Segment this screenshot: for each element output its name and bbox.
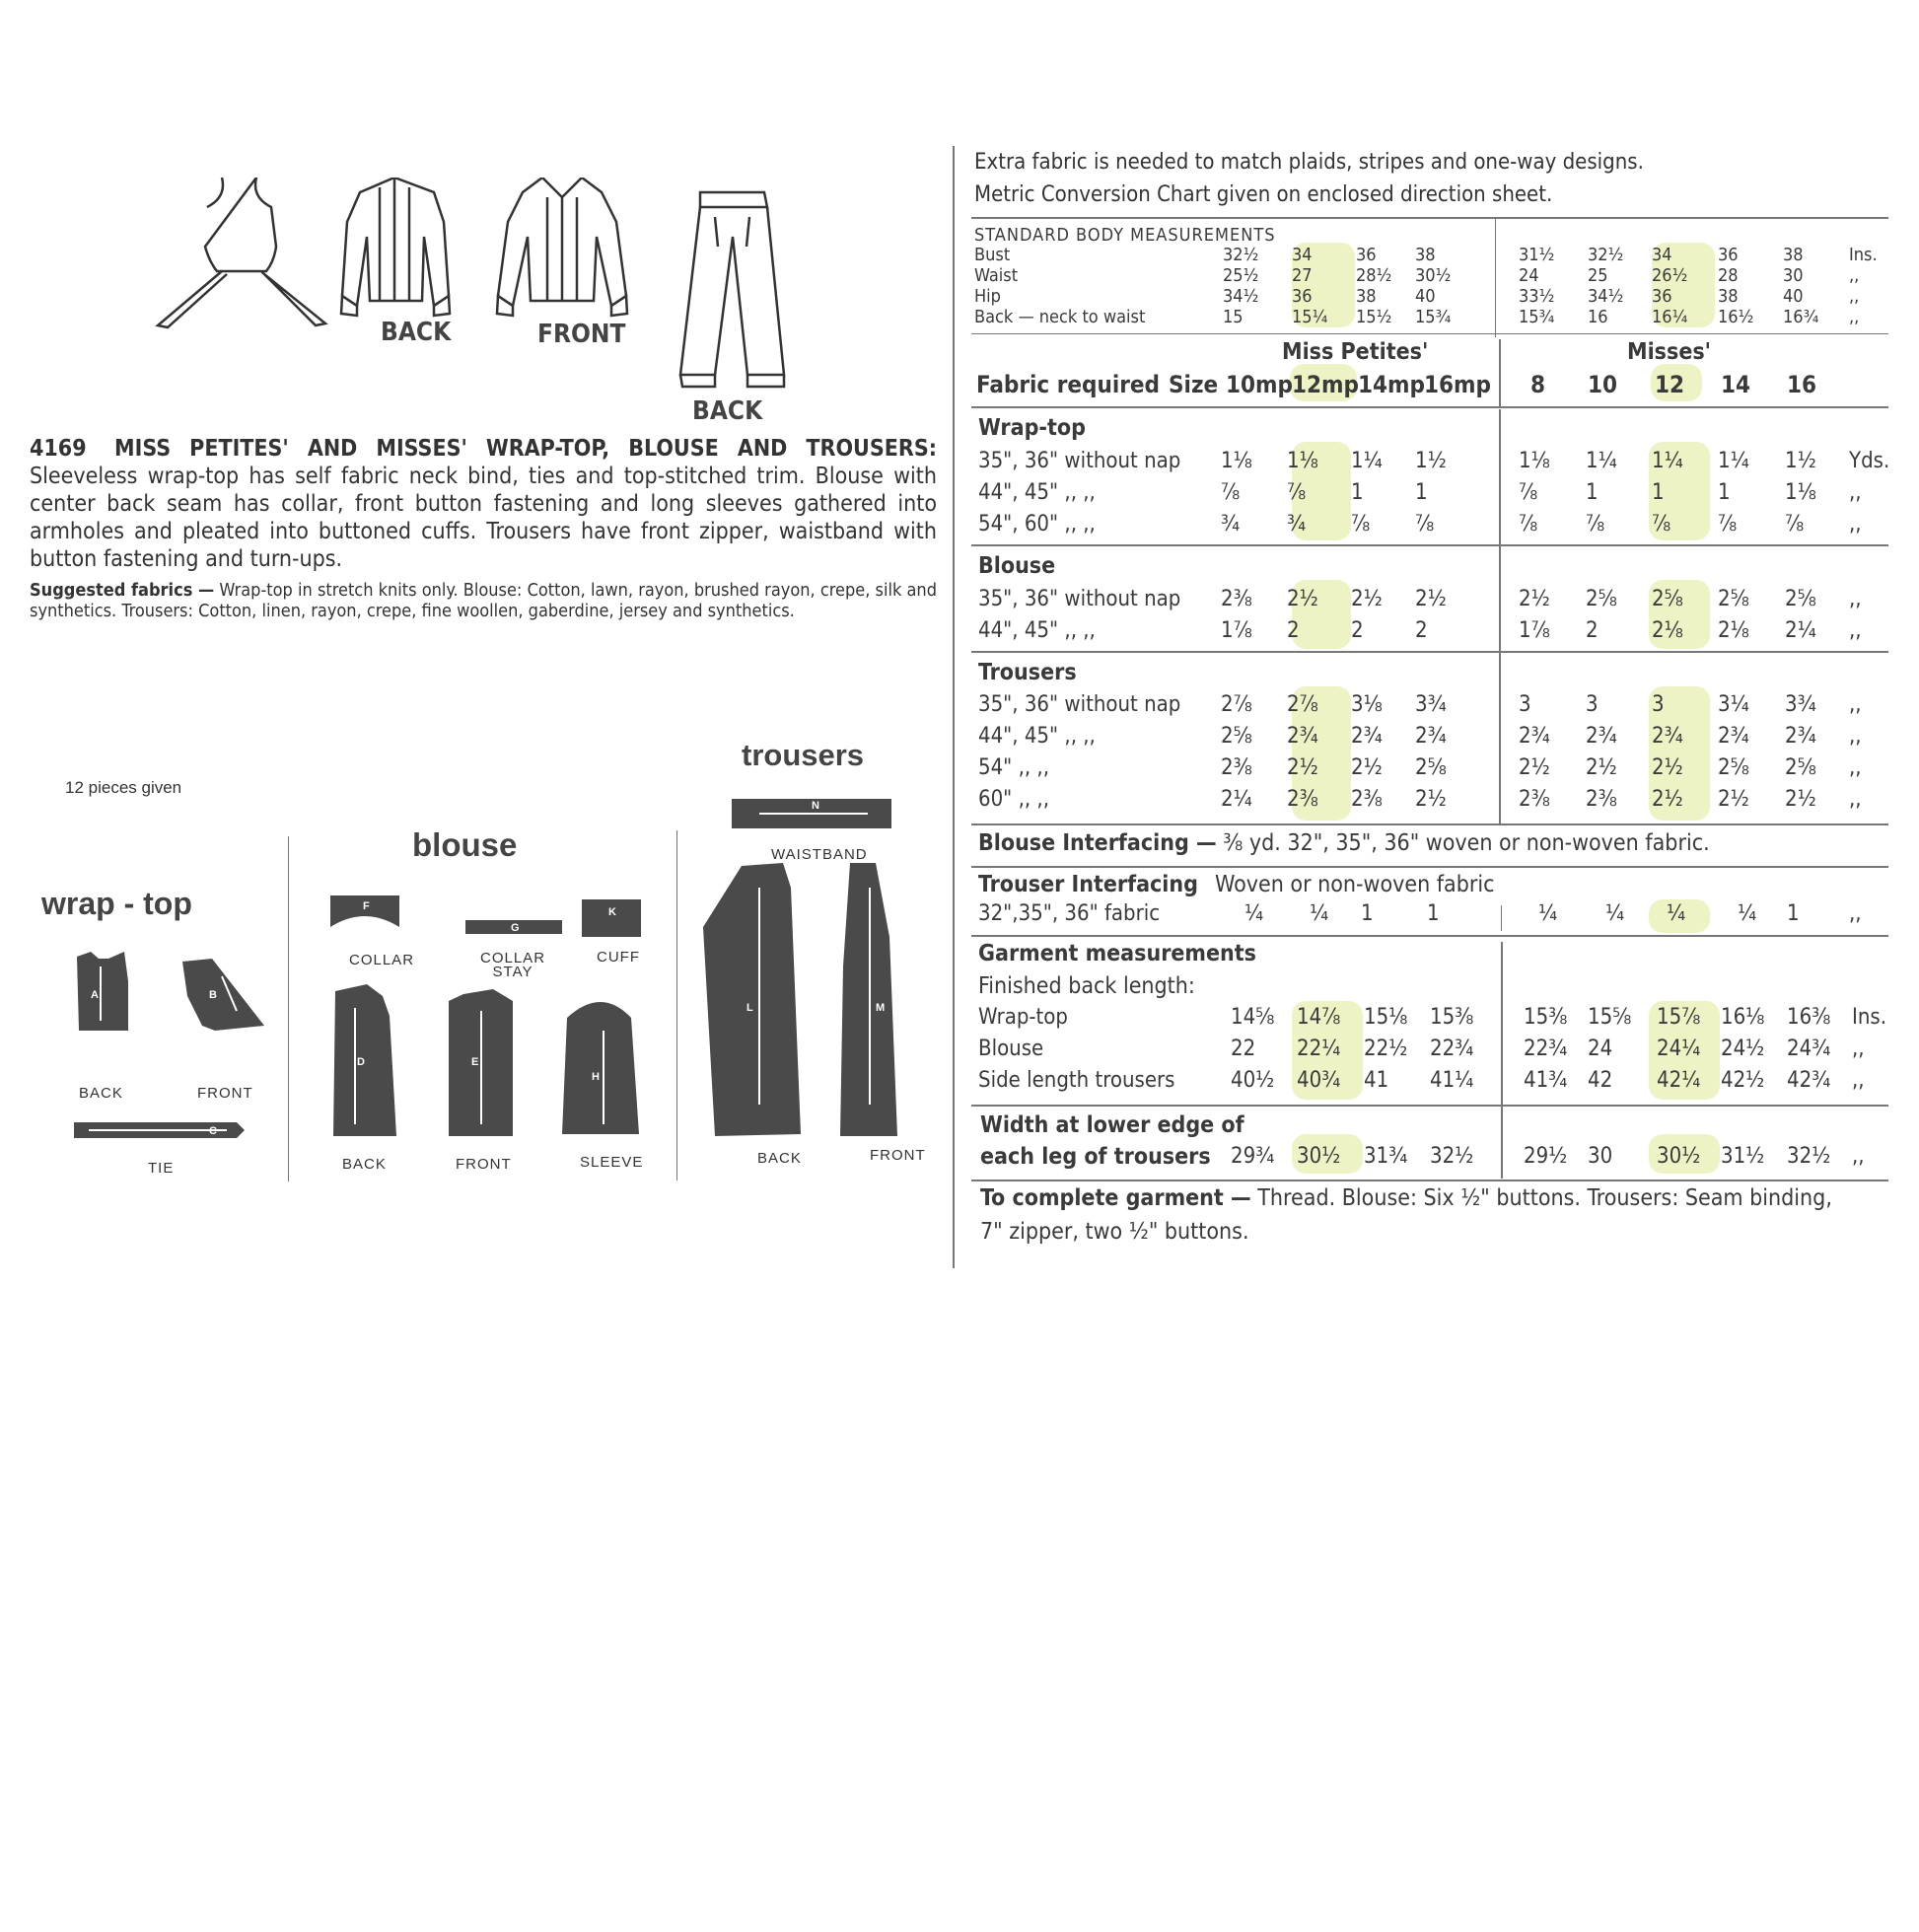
cell-petite: 38 (1415, 245, 1436, 265)
waistband-label: WAISTBAND (771, 846, 868, 863)
cell-misses: 2½ (1652, 787, 1683, 812)
cell-misses: 16½ (1718, 307, 1754, 327)
finished-back-length: Finished back length: (978, 973, 1195, 999)
cell-misses: 15⅜ (1524, 1005, 1568, 1030)
cell-misses: 40 (1783, 286, 1804, 307)
cell-misses: 32½ (1588, 245, 1624, 265)
cell-petite: 2½ (1351, 755, 1383, 780)
cell-misses: 2¼ (1785, 618, 1816, 643)
trousers-row (0, 787, 1919, 817)
blouse-row (0, 587, 1919, 616)
cell-petite: ¾ (1287, 512, 1307, 537)
cell-petite: 2⅜ (1221, 755, 1252, 780)
to-complete-label: To complete garment — (980, 1185, 1251, 1211)
interfacing-row (0, 901, 1919, 931)
wrap-row (0, 480, 1919, 510)
trousers-row (0, 755, 1919, 785)
cell-unit: Yds. (1849, 449, 1890, 473)
cell-petite: 2¼ (1221, 787, 1252, 812)
fabric-divider (1499, 409, 1501, 823)
cell-petite: 32½ (1430, 1144, 1474, 1169)
wrap-row (0, 449, 1919, 478)
garment-title: Garment measurements (978, 941, 1256, 966)
blouse-interfacing-label: Blouse Interfacing — (978, 830, 1217, 856)
pattern-number: 4169 (30, 436, 87, 462)
cell-unit: ,, (1849, 512, 1862, 537)
cell-misses: 31½ (1519, 245, 1555, 265)
cell-misses: 34 (1652, 245, 1672, 265)
note-metric: Metric Conversion Chart given on enclosed direction sheet. (974, 182, 1553, 207)
size-petite: 16mp (1424, 371, 1492, 398)
cell-petite: 1½ (1415, 449, 1447, 473)
cell-misses: 2⅝ (1586, 587, 1617, 611)
note-plaids: Extra fabric is needed to match plaids, stripes and one-way designs. (974, 150, 1644, 175)
to-complete (980, 1185, 1832, 1211)
cell-misses: 2⅝ (1718, 587, 1749, 611)
cell-misses: 2½ (1652, 755, 1683, 780)
cell-misses: 2 (1586, 618, 1599, 643)
trousers-row (0, 724, 1919, 753)
size-misses: 14 (1721, 371, 1751, 398)
cell-misses: ⅞ (1718, 512, 1738, 537)
piece-letter-l: L (746, 1002, 753, 1014)
cell-misses: 2⅛ (1718, 618, 1749, 643)
size-misses: 12 (1655, 371, 1685, 398)
row-label: Back — neck to waist (974, 307, 1146, 327)
trousers-heading: trousers (742, 738, 865, 772)
cell-misses: 1½ (1785, 449, 1816, 473)
cell-unit: Ins. (1849, 245, 1878, 265)
cell-misses: 24¼ (1657, 1037, 1701, 1061)
wrap-top-title: Wrap-top (978, 415, 1086, 441)
cell-unit: ,, (1849, 618, 1862, 643)
cell-misses: 16¾ (1783, 307, 1819, 327)
cuff-label: CUFF (597, 949, 640, 966)
rule-trousers (971, 823, 1888, 825)
cell-unit: Ins. (1852, 1005, 1886, 1030)
cell-petite: 22½ (1364, 1037, 1408, 1061)
trousers-title: Trousers (978, 660, 1077, 685)
cell-unit: ,, (1849, 265, 1860, 286)
cell-misses: 28 (1718, 265, 1739, 286)
rule-wrap (971, 544, 1888, 546)
cell-unit: ,, (1852, 1037, 1865, 1061)
cell-petite: 1¼ (1351, 449, 1383, 473)
cell-misses: ¼ (1538, 901, 1558, 926)
cell-petite: 29¾ (1231, 1144, 1275, 1169)
cell-petite: 2½ (1415, 787, 1447, 812)
size-label: Size (1169, 371, 1219, 398)
cell-petite: 2¾ (1351, 724, 1383, 749)
cell-petite: 3¾ (1415, 692, 1447, 717)
cell-misses: 2½ (1586, 755, 1617, 780)
cell-misses: 2⅝ (1652, 587, 1683, 611)
cell-misses: 1 (1787, 901, 1800, 926)
row-label: Waist (974, 265, 1019, 286)
suggested-fabrics-label: Suggested fabrics — (30, 580, 215, 601)
cell-petite: 41 (1364, 1068, 1389, 1093)
cell-misses: 36 (1652, 286, 1672, 307)
cell-petite: 2⅞ (1287, 692, 1318, 717)
row-label: 35", 36" without nap (978, 692, 1181, 717)
cell-misses: ⅞ (1519, 480, 1538, 505)
cell-unit: ,, (1849, 787, 1862, 812)
cell-misses: 24½ (1721, 1037, 1765, 1061)
cell-misses: 2¾ (1785, 724, 1816, 749)
cell-petite: 2 (1287, 618, 1300, 643)
cell-petite: 2⅞ (1221, 692, 1252, 717)
rule-blouse (971, 651, 1888, 653)
row-label: Hip (974, 286, 1001, 307)
cell-misses: 1 (1586, 480, 1599, 505)
cell-petite: 28½ (1356, 265, 1392, 286)
row-label: 44", 45" ,, ,, (978, 618, 1096, 643)
cell-misses: 42½ (1721, 1068, 1765, 1093)
wrap-row (0, 512, 1919, 541)
blouse-interfacing-text: ⅜ yd. 32", 35", 36" woven or non-woven fabric. (1223, 830, 1710, 856)
cell-misses: 1⅛ (1785, 480, 1816, 505)
cell-misses: ⅞ (1785, 512, 1805, 537)
cell-misses: 30 (1588, 1144, 1613, 1169)
miss-petites-heading: Miss Petites' (1282, 339, 1429, 365)
cell-petite: 40½ (1231, 1068, 1275, 1093)
wrap-top-heading: wrap - top (41, 886, 192, 921)
cell-petite: 2⅜ (1221, 587, 1252, 611)
cell-petite: 30½ (1297, 1144, 1341, 1169)
cell-misses: 2¾ (1586, 724, 1617, 749)
cell-petite: 2½ (1287, 755, 1318, 780)
width-title-2: each leg of trousers (980, 1144, 1211, 1170)
row-label: Side length trousers (978, 1068, 1175, 1093)
cell-unit: ,, (1849, 755, 1862, 780)
cell-petite: 2¾ (1287, 724, 1318, 749)
garment-row (0, 1005, 1919, 1035)
row-label: Wrap-top (978, 1005, 1068, 1030)
cell-petite: 30½ (1415, 265, 1452, 286)
rule-size (971, 406, 1888, 408)
fabric-required-label: Fabric required (976, 371, 1161, 398)
cell-petite: 2⅜ (1351, 787, 1383, 812)
cell-petite: ¾ (1221, 512, 1241, 537)
std-heading: STANDARD BODY MEASUREMENTS (974, 225, 1276, 246)
cell-petite: 1⅛ (1221, 449, 1252, 473)
cell-petite: 32½ (1223, 245, 1259, 265)
cell-unit: ,, (1849, 286, 1860, 307)
cell-misses: 3 (1586, 692, 1599, 717)
cell-misses: 2⅜ (1586, 787, 1617, 812)
cell-misses: 41¾ (1524, 1068, 1568, 1093)
cell-unit: ,, (1852, 1068, 1865, 1093)
cell-petite: 25½ (1223, 265, 1259, 286)
cell-petite: ⅞ (1351, 512, 1371, 537)
piece-letter-f: F (363, 900, 370, 912)
cell-petite: 40¾ (1297, 1068, 1341, 1093)
trouser-interfacing-text: Woven or non-woven fabric (1215, 872, 1495, 897)
collar-stay-label (480, 952, 545, 979)
cell-misses: 2½ (1519, 755, 1550, 780)
collar-stay-label-1: COLLAR (480, 950, 546, 966)
cell-misses: 15⅝ (1588, 1005, 1632, 1030)
cell-petite: 27 (1292, 265, 1313, 286)
cell-unit: ,, (1849, 587, 1862, 611)
cell-petite: ⅞ (1415, 512, 1435, 537)
cell-petite: 36 (1292, 286, 1313, 307)
cell-petite: 15½ (1356, 307, 1392, 327)
piece-letter-e: E (471, 1056, 479, 1068)
rule-blouse-interfacing (971, 866, 1888, 868)
cell-misses: 24¾ (1787, 1037, 1831, 1061)
size-misses: 16 (1787, 371, 1817, 398)
row-label: 44", 45" ,, ,, (978, 724, 1096, 749)
cell-unit: ,, (1849, 480, 1862, 505)
cell-misses: ¼ (1667, 901, 1686, 926)
width-values (0, 1144, 1919, 1174)
piece-letter-b: B (209, 989, 217, 1001)
cell-petite: 2½ (1287, 587, 1318, 611)
rule-width (971, 1180, 1888, 1181)
size-petite: 14mp (1358, 371, 1426, 398)
cell-misses: 3 (1652, 692, 1665, 717)
rule-trouser-interfacing (971, 935, 1888, 937)
size-petite: 10mp (1226, 371, 1294, 398)
collar-label: COLLAR (349, 952, 415, 968)
row-label: 32",35", 36" fabric (978, 901, 1161, 926)
cell-petite: 15 (1223, 307, 1244, 327)
cell-petite: 31¾ (1364, 1144, 1408, 1169)
cell-misses: 15⅞ (1657, 1005, 1701, 1030)
blouse-interfacing (978, 830, 1710, 856)
cell-petite: ⅞ (1221, 480, 1241, 505)
cell-petite: 40 (1415, 286, 1436, 307)
rule-top (971, 217, 1888, 219)
cell-misses: 16¼ (1652, 307, 1688, 327)
cell-misses: 2⅛ (1652, 618, 1683, 643)
cell-petite: ¼ (1310, 901, 1329, 926)
piece-letter-m: M (876, 1002, 886, 1014)
cell-unit: ,, (1849, 724, 1862, 749)
cell-petite: ⅞ (1287, 480, 1307, 505)
cell-misses: 2⅝ (1785, 587, 1816, 611)
cell-petite: 2⅝ (1415, 755, 1447, 780)
cell-petite: 1 (1427, 901, 1440, 926)
cell-misses: ¼ (1605, 901, 1625, 926)
cell-misses: 2⅜ (1519, 787, 1550, 812)
cell-misses: 3¾ (1785, 692, 1816, 717)
blouse-title: Blouse (978, 553, 1056, 579)
row-label: 44", 45" ,, ,, (978, 480, 1096, 505)
cell-misses: 2⅝ (1718, 755, 1749, 780)
cell-petite: 41¼ (1430, 1068, 1474, 1093)
cell-petite: ¼ (1244, 901, 1264, 926)
trousers-front-label: FRONT (870, 1147, 926, 1164)
pattern-description-text: Sleeveless wrap-top has self fabric neck bind, ties and top-stitched trim. Blouse with center back seam has collar, front button fastening and long sleeves gathered into armholes and pleated into buttoned cuffs. Trousers have front zipper, waistband with button fastening and turn-ups. (30, 464, 937, 572)
cell-misses: 2¾ (1718, 724, 1749, 749)
cell-petite: 38 (1356, 286, 1377, 307)
cell-misses: 1¼ (1652, 449, 1683, 473)
cell-misses: 42 (1588, 1068, 1613, 1093)
cell-petite: 1 (1415, 480, 1428, 505)
size-misses: 10 (1588, 371, 1618, 398)
piece-letter-n: N (812, 800, 819, 812)
wrap-front-label: FRONT (197, 1085, 253, 1102)
cell-petite: 2½ (1351, 587, 1383, 611)
row-label: 60" ,, ,, (978, 787, 1049, 812)
cell-misses: 42¾ (1787, 1068, 1831, 1093)
row-label: Bust (974, 245, 1011, 265)
collar-stay-label-2: STAY (492, 964, 533, 980)
cell-misses: 34½ (1588, 286, 1624, 307)
pattern-title: MISS PETITES' AND MISSES' WRAP-TOP, BLOUSE AND TROUSERS: (114, 436, 937, 462)
cell-misses: 36 (1718, 245, 1739, 265)
cell-misses: 2½ (1785, 787, 1816, 812)
cell-misses: 16 (1588, 307, 1608, 327)
cell-petite: 15⅛ (1364, 1005, 1408, 1030)
cell-unit: ,, (1849, 307, 1860, 327)
cell-misses: 31½ (1721, 1144, 1765, 1169)
wrap-tie-label: TIE (148, 1160, 175, 1177)
blouse-front-label: FRONT (456, 1156, 512, 1173)
piece-letter-h: H (592, 1071, 600, 1083)
cell-petite: 36 (1356, 245, 1377, 265)
row-label: 54", 60" ,, ,, (978, 512, 1096, 537)
cell-misses: ¼ (1738, 901, 1757, 926)
cell-misses: 1⅞ (1519, 618, 1550, 643)
pieces-given: 12 pieces given (65, 778, 182, 797)
interfacing-divider (1501, 905, 1502, 931)
sleeve-label: SLEEVE (580, 1154, 644, 1171)
cell-petite: 34 (1292, 245, 1313, 265)
size-petite: 12mp (1292, 371, 1360, 398)
cell-misses: 16⅛ (1721, 1005, 1765, 1030)
cell-misses: ⅞ (1519, 512, 1538, 537)
sketch-label-front: FRONT (537, 320, 626, 349)
trousers-row (0, 692, 1919, 722)
cell-petite: 2 (1415, 618, 1428, 643)
suggested-fabrics-text: Wrap-top in stretch knits only. Blouse: Cotton, lawn, rayon, brushed rayon, crepe, silk and synthetics. Trousers: Cotton, linen, rayon, crepe, fine woollen, gaberdine, jersey and synthetics. (30, 580, 937, 621)
cell-misses: 24 (1588, 1037, 1613, 1061)
cell-misses: 38 (1718, 286, 1739, 307)
cell-misses: 22¾ (1524, 1037, 1568, 1061)
blouse-back-label: BACK (342, 1156, 387, 1173)
cell-misses: 1¼ (1718, 449, 1749, 473)
cell-misses: ⅞ (1586, 512, 1605, 537)
cell-petite: 14⅝ (1231, 1005, 1275, 1030)
cell-petite: 14⅞ (1297, 1005, 1341, 1030)
cell-misses: 30 (1783, 265, 1804, 286)
cell-unit: ,, (1852, 1144, 1865, 1169)
cell-petite: 1⅞ (1221, 618, 1252, 643)
cell-misses: 32½ (1787, 1144, 1831, 1169)
cell-misses: 15¾ (1519, 307, 1555, 327)
piece-letter-k: K (608, 906, 616, 918)
cell-petite: 2⅝ (1221, 724, 1252, 749)
cell-misses: 1⅛ (1519, 449, 1550, 473)
cell-misses: 38 (1783, 245, 1804, 265)
cell-misses: 1 (1652, 480, 1665, 505)
cell-petite: 1 (1361, 901, 1374, 926)
rule-garment (971, 1105, 1888, 1107)
cell-misses: 1¼ (1586, 449, 1617, 473)
row-label: 54" ,, ,, (978, 755, 1049, 780)
piece-letter-g: G (511, 922, 520, 934)
size-misses: 8 (1530, 371, 1546, 398)
cell-misses: 3 (1519, 692, 1531, 717)
cell-petite: 15⅜ (1430, 1005, 1474, 1030)
cell-petite: 22¼ (1297, 1037, 1341, 1061)
garment-row (0, 1037, 1919, 1066)
garment-divider (1501, 942, 1503, 1179)
sketch-label-back: BACK (381, 318, 452, 347)
cell-misses: ⅞ (1652, 512, 1671, 537)
rule-std (971, 333, 1888, 334)
cell-petite: 2½ (1415, 587, 1447, 611)
cell-misses: 24 (1519, 265, 1539, 286)
blouse-heading: blouse (412, 826, 518, 863)
cell-petite: 1 (1351, 480, 1364, 505)
piece-letter-c: C (209, 1125, 217, 1137)
piece-letter-d: D (357, 1056, 365, 1068)
cell-misses: 33½ (1519, 286, 1555, 307)
sketch-label-trousers-back: BACK (692, 396, 763, 426)
cell-petite: 2⅜ (1287, 787, 1318, 812)
blouse-row (0, 618, 1919, 648)
cell-misses: 26½ (1652, 265, 1688, 286)
cell-unit: ,, (1849, 901, 1862, 926)
cell-petite: 34½ (1223, 286, 1259, 307)
cell-petite: 2 (1351, 618, 1364, 643)
cell-petite: 15¼ (1292, 307, 1328, 327)
cell-petite: 22¾ (1430, 1037, 1474, 1061)
trousers-back-label: BACK (757, 1150, 802, 1167)
cell-misses: 1 (1718, 480, 1731, 505)
cell-misses: 2½ (1718, 787, 1749, 812)
cell-misses: 42¼ (1657, 1068, 1701, 1093)
misses-heading: Misses' (1627, 339, 1712, 365)
cell-petite: 22 (1231, 1037, 1256, 1061)
to-complete-text-2: 7" zipper, two ½" buttons. (980, 1219, 1249, 1245)
cell-misses: 25 (1588, 265, 1608, 286)
garment-row (0, 1068, 1919, 1098)
piece-letter-a: A (91, 989, 99, 1001)
cell-misses: 3¼ (1718, 692, 1749, 717)
trouser-interfacing-label: Trouser Interfacing (978, 872, 1198, 897)
size-divider (1499, 339, 1501, 408)
cell-misses: 16⅜ (1787, 1005, 1831, 1030)
cell-petite: 2¾ (1415, 724, 1447, 749)
width-title-1: Width at lower edge of (980, 1112, 1244, 1138)
cell-petite: 15¾ (1415, 307, 1452, 327)
std-row (0, 307, 1919, 336)
row-label: 35", 36" without nap (978, 449, 1181, 473)
row-label: Blouse (978, 1037, 1044, 1061)
cell-misses: 2⅝ (1785, 755, 1816, 780)
to-complete-text-1: Thread. Blouse: Six ½" buttons. Trousers: Seam binding, (1257, 1185, 1832, 1211)
cell-misses: 2¾ (1652, 724, 1683, 749)
cell-misses: 29½ (1524, 1144, 1568, 1169)
cell-petite: 3⅛ (1351, 692, 1383, 717)
cell-misses: 2¾ (1519, 724, 1550, 749)
sizes (0, 371, 1919, 400)
cell-petite: 1⅛ (1287, 449, 1318, 473)
cell-unit: ,, (1849, 692, 1862, 717)
row-label: 35", 36" without nap (978, 587, 1181, 611)
wrap-back-label: BACK (79, 1085, 123, 1102)
cell-misses: 2½ (1519, 587, 1550, 611)
cell-misses: 30½ (1657, 1144, 1701, 1169)
